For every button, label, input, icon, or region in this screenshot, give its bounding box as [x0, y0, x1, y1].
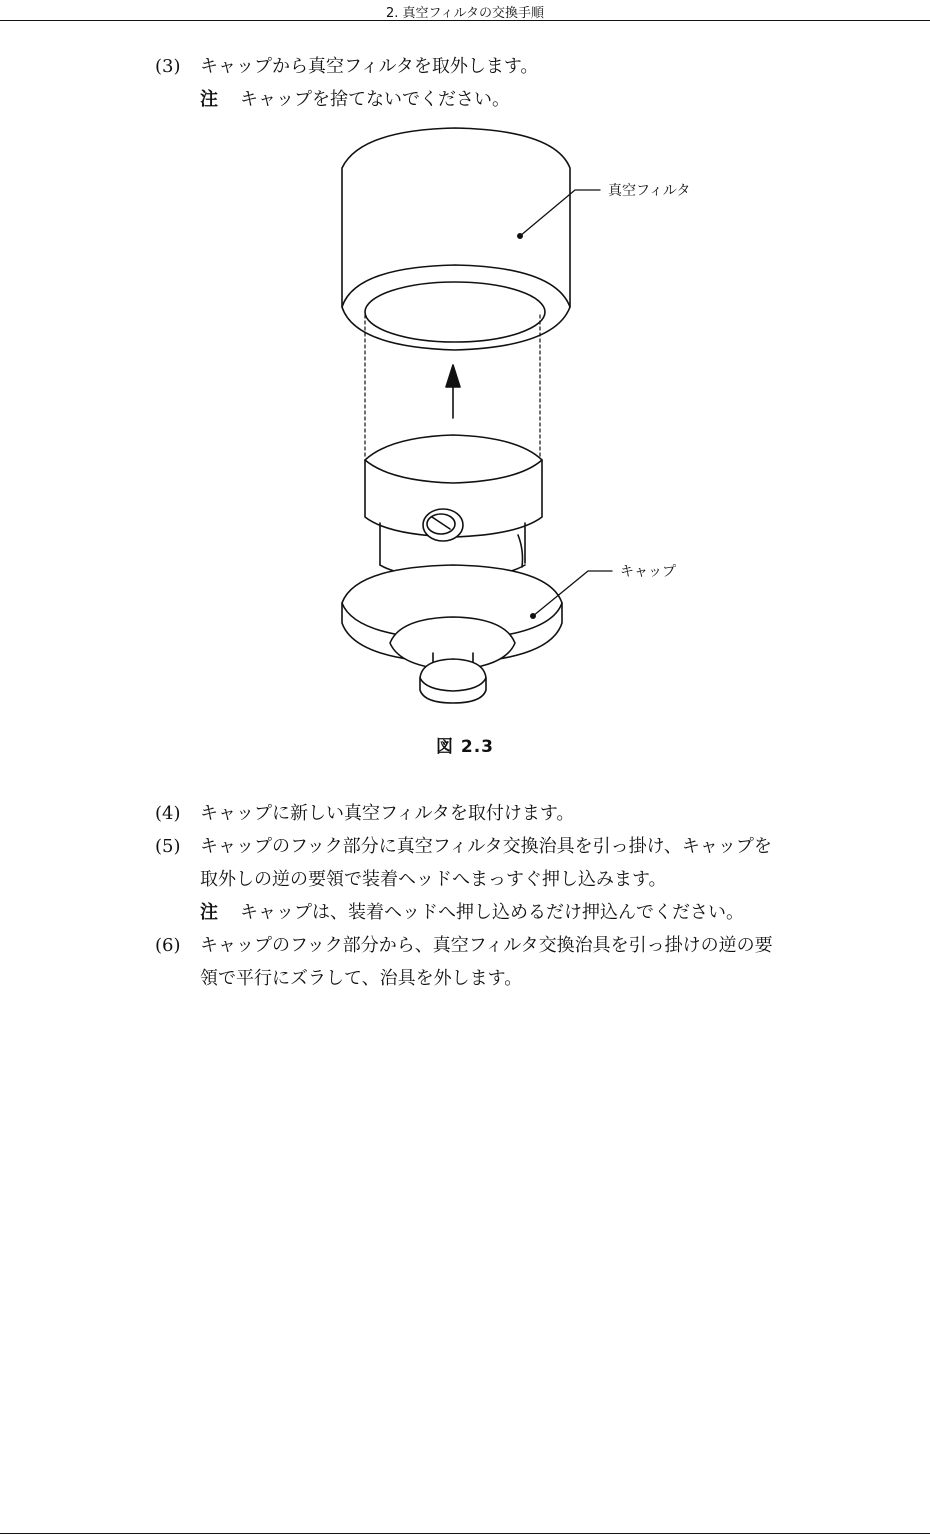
step-number: (5): [155, 836, 181, 857]
up-arrow-icon: [446, 365, 460, 418]
step-6: [155, 929, 855, 995]
step-3: [155, 50, 855, 83]
header-title: 2. 真空フィルタの交換手順: [386, 6, 544, 21]
step-5: [155, 830, 855, 896]
note-2: [155, 896, 855, 929]
label-cap: キャップ: [620, 564, 676, 580]
step-number: (4): [155, 803, 181, 824]
step-text: キャップから真空フィルタを取外します。: [200, 56, 539, 77]
instructions-top: [155, 50, 855, 116]
step-text: キャップに新しい真空フィルタを取付けます。: [200, 803, 575, 824]
vacuum-filter-illustration: [342, 128, 570, 350]
note-text: キャップを捨てないでください。: [240, 89, 510, 110]
header-rule: [0, 20, 930, 21]
instructions-bottom: [155, 797, 855, 995]
note-1: [155, 83, 855, 116]
footer-rule: [0, 1533, 930, 1534]
step-4: [155, 797, 855, 830]
step-text-line1: キャップのフック部分から、真空フィルタ交換治具を引っ掛けの逆の要: [200, 935, 773, 956]
cap-pointer-dot: [530, 613, 536, 619]
note-mark: 注: [200, 902, 218, 923]
note-text: キャップは、装着ヘッドへ押し込めるだけ押込んでください。: [240, 902, 744, 923]
label-vacuum-filter: 真空フィルタ: [608, 183, 691, 199]
filter-pointer-dot: [517, 233, 523, 239]
step-text-line2: 取外しの逆の要領で装着ヘッドへまっすぐ押し込みます。: [200, 869, 667, 890]
step-number: (3): [155, 56, 181, 77]
filter-cap-diagram: [300, 125, 720, 725]
figure-caption: 図 2.3: [435, 737, 495, 757]
note-mark: 注: [200, 89, 218, 110]
step-number: (6): [155, 935, 181, 956]
step-text-line1: キャップのフック部分に真空フィルタ交換治具を引っ掛け、キャップを: [200, 836, 772, 857]
cap-illustration: [342, 435, 562, 703]
step-text-line2: 領で平行にズラして、治具を外します。: [200, 968, 523, 989]
